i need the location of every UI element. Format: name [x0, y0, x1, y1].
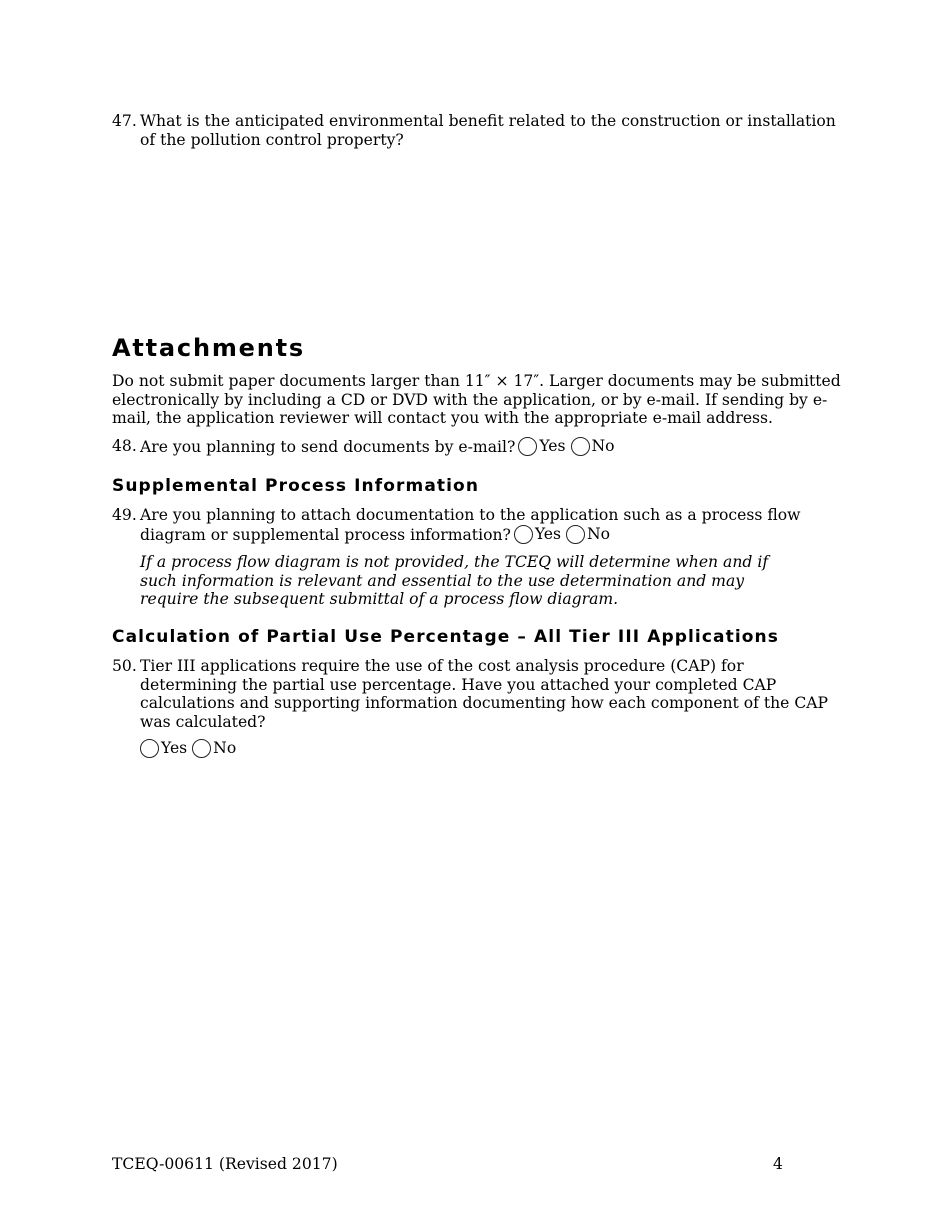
radio-label: Yes [534, 524, 562, 543]
radio-circle-icon[interactable] [566, 525, 585, 544]
radio-circle-icon[interactable] [571, 437, 590, 456]
radio-circle-icon[interactable] [192, 739, 211, 758]
question-47 [112, 112, 842, 149]
email-radio-group [515, 437, 616, 456]
question-number: 49. [112, 506, 137, 524]
radio-circle-icon[interactable] [514, 525, 533, 544]
attach-doc-yes-radio[interactable] [511, 525, 563, 544]
radio-label: Yes [161, 739, 188, 758]
footer-form-id: TCEQ-00611 (Revised 2017) [112, 1155, 338, 1173]
email-no-radio[interactable] [568, 437, 617, 456]
radio-label: No [587, 524, 611, 543]
radio-circle-icon[interactable] [140, 739, 159, 758]
question-text: What is the anticipated environmental benefit related to the construction or installation of the pollution control property? [140, 112, 836, 149]
question-50-answer [137, 739, 844, 759]
section-heading-supplemental: Supplemental Process Information [112, 476, 480, 496]
question-number: 50. [112, 657, 137, 675]
email-yes-radio[interactable] [515, 437, 567, 456]
section-heading-partial-use: Calculation of Partial Use Percentage – All Tier III Applications [112, 627, 779, 647]
attach-doc-radio-group [511, 525, 612, 544]
question-48 [112, 437, 842, 457]
attach-doc-no-radio[interactable] [563, 525, 612, 544]
cap-yes-radio[interactable] [137, 739, 189, 758]
question-50 [112, 657, 844, 759]
question-49 [112, 506, 842, 609]
radio-label: No [591, 437, 615, 456]
question-text-line [140, 437, 842, 457]
question-text: Are you planning to send documents by e-mail? [140, 438, 516, 456]
footer-page-number: 4 [773, 1155, 783, 1173]
radio-label: No [213, 739, 237, 758]
question-number: 48. [112, 437, 137, 455]
question-49-note: If a process flow diagram is not provided, the TCEQ will determine when and if such information is relevant and essential to the use determination and may require the subsequent submittal of a process flow diagram. [140, 553, 769, 608]
question-text: Tier III applications require the use of the cost analysis procedure (CAP) for determining the partial use percentage. Have you attached your completed CAP calculations and supporting information documenting how each component of the CAP was calculated? [140, 657, 829, 731]
radio-label: Yes [539, 437, 566, 456]
cap-no-radio[interactable] [189, 739, 238, 758]
question-text-line [140, 506, 842, 544]
cap-radio-group [137, 739, 238, 758]
question-number: 47. [112, 112, 137, 130]
question-text: Are you planning to attach documentation to the application such as a process flow diagram or supplemental process information? [140, 506, 801, 544]
radio-circle-icon[interactable] [518, 437, 537, 456]
section-heading-attachments: Attachments [112, 334, 305, 362]
attachments-intro: Do not submit paper documents larger than 11″ × 17″. Larger documents may be submitted electronically by including a CD or DVD with the application, or by e-mail. If sending by e-mail, the application reviewer will contact you with the appropriate e-mail address. [112, 372, 841, 427]
